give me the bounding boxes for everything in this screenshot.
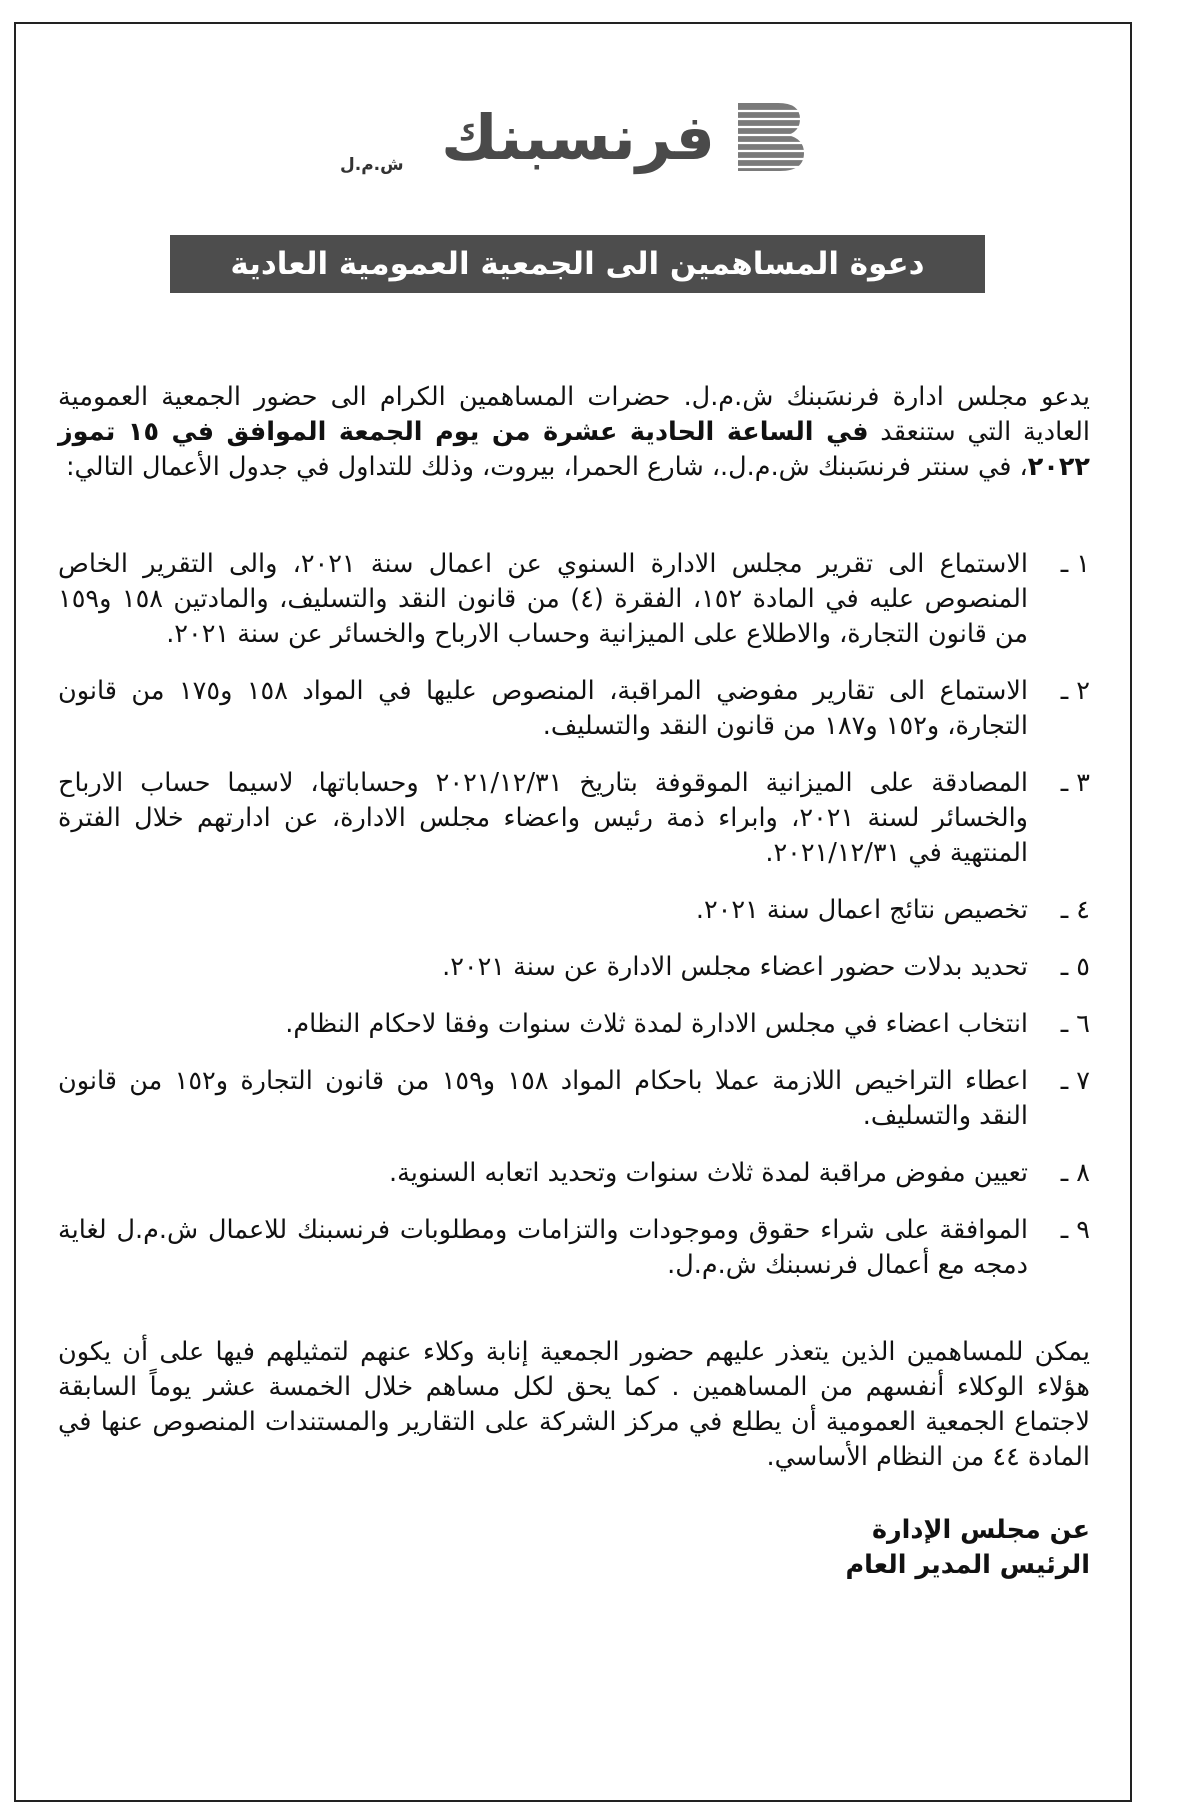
agenda-item <box>58 766 1090 871</box>
intro-text-2: ، في سنتر فرنسَبنك ش.م.ل.، شارع الحمرا، بيروت، وذلك للتداول في جدول الأعمال التالي: <box>65 452 1028 482</box>
agenda-item-text: الاستماع الى تقارير مفوضي المراقبة، المنصوص عليها في المواد ١٥٨ و١٧٥ من قانون التجارة، و١٥٢ و١٨٧ من قانون النقد والتسليف. <box>58 676 1028 741</box>
agenda-item-text: الاستماع الى تقرير مجلس الادارة السنوي عن اعمال سنة ٢٠٢١، والى التقرير الخاص المنصوص عليه في المادة ١٥٢، الفقرة (٤) من قانون النقد والتسليف، والمادتين ١٥٨ و١٥٩ من قانون التجارة، والاطلاع على الميزانية وحساب الارباح والخسائر عن سنة ٢٠٢١. <box>58 549 1028 649</box>
agenda-item <box>58 1156 1090 1191</box>
agenda-item-number: ٤ ـ <box>1060 895 1090 925</box>
agenda-item-text: تحديد بدلات حضور اعضاء مجلس الادارة عن سنة ٢٠٢١. <box>442 952 1028 982</box>
agenda-item-number: ٣ ـ <box>1060 768 1090 798</box>
agenda-item <box>58 950 1090 985</box>
agenda-item-number: ٨ ـ <box>1060 1158 1090 1188</box>
intro-paragraph <box>58 380 1090 485</box>
agenda-item-number: ٢ ـ <box>1060 676 1090 706</box>
agenda-list <box>58 547 1090 1283</box>
company-logo <box>330 95 810 185</box>
agenda-item <box>58 893 1090 928</box>
agenda-item-text: الموافقة على شراء حقوق وموجودات والتزامات ومطلوبات فرنسبنك للاعمال ش.م.ل لغاية دمجه مع أعمال فرنسبنك ش.م.ل. <box>58 1215 1028 1280</box>
agenda-item-number: ١ ـ <box>1060 549 1090 579</box>
agenda-item-text: اعطاء التراخيص اللازمة عملا باحكام المواد ١٥٨ و١٥٩ من قانون التجارة و١٥٢ من قانون النقد والتسليف. <box>58 1066 1028 1131</box>
agenda-item-text: تعيين مفوض مراقبة لمدة ثلاث سنوات وتحديد اتعابه السنوية. <box>389 1158 1028 1188</box>
agenda-item-text: تخصيص نتائج اعمال سنة ٢٠٢١. <box>695 895 1028 925</box>
intro-text-1: يدعو مجلس ادارة فرنسَبنك ش.م.ل. حضرات المساهمين الكرام الى حضور الجمعية العمومية العادية التي ستنعقد <box>58 382 1091 447</box>
agenda-item-number: ٩ ـ <box>1060 1215 1090 1245</box>
bank-logo-mark-icon <box>730 97 810 175</box>
agenda-item <box>58 1064 1090 1134</box>
agenda-item-number: ٧ ـ <box>1060 1066 1090 1096</box>
signature-line-board: عن مجلس الإدارة <box>871 1515 1090 1545</box>
agenda-item <box>58 1007 1090 1042</box>
notice-body <box>58 380 1090 1583</box>
agenda-item-number: ٦ ـ <box>1060 1009 1090 1039</box>
agenda-item-text: المصادقة على الميزانية الموقوفة بتاريخ ٢٠٢١/١٢/٣١ وحساباتها، لاسيما حساب الارباح والخسائر لسنة ٢٠٢١، وابراء ذمة رئيس واعضاء مجلس الادارة، عن ادارتهم خلال الفترة المنتهية في ٢٠٢١/١٢/٣١. <box>58 768 1028 868</box>
logo-name: فرنسبنك <box>441 101 715 174</box>
agenda-item-number: ٥ ـ <box>1060 952 1090 982</box>
logo-subtitle: ش.م.ل <box>340 155 404 175</box>
agenda-item <box>58 674 1090 744</box>
agenda-item <box>58 1213 1090 1283</box>
agenda-item-text: انتخاب اعضاء في مجلس الادارة لمدة ثلاث سنوات وفقا لاحكام النظام. <box>285 1009 1028 1039</box>
signature-block <box>58 1513 1090 1583</box>
closing-paragraph: يمكن للمساهمين الذين يتعذر عليهم حضور الجمعية إنابة وكلاء عنهم لتمثيلهم فيها على أن يكون هؤلاء الوكلاء أنفسهم من المساهمين . كما يحق لكل مساهم خلال الخمسة عشر يوماً السابقة لاجتماع الجمعية العمومية أن يطلع في مركز الشركة على التقارير والمستندات المنصوص عنها في المادة ٤٤ من النظام الأساسي. <box>58 1337 1090 1472</box>
agenda-item <box>58 547 1090 652</box>
signature-line-chairman: الرئيس المدير العام <box>845 1550 1090 1580</box>
intro-date-bold: في الساعة الحادية عشرة من يوم الجمعة الموافق في ١٥ تموز ٢٠٢٢ <box>58 417 1090 482</box>
page-title: دعوة المساهمين الى الجمعية العمومية العادية السنوية <box>170 235 985 293</box>
